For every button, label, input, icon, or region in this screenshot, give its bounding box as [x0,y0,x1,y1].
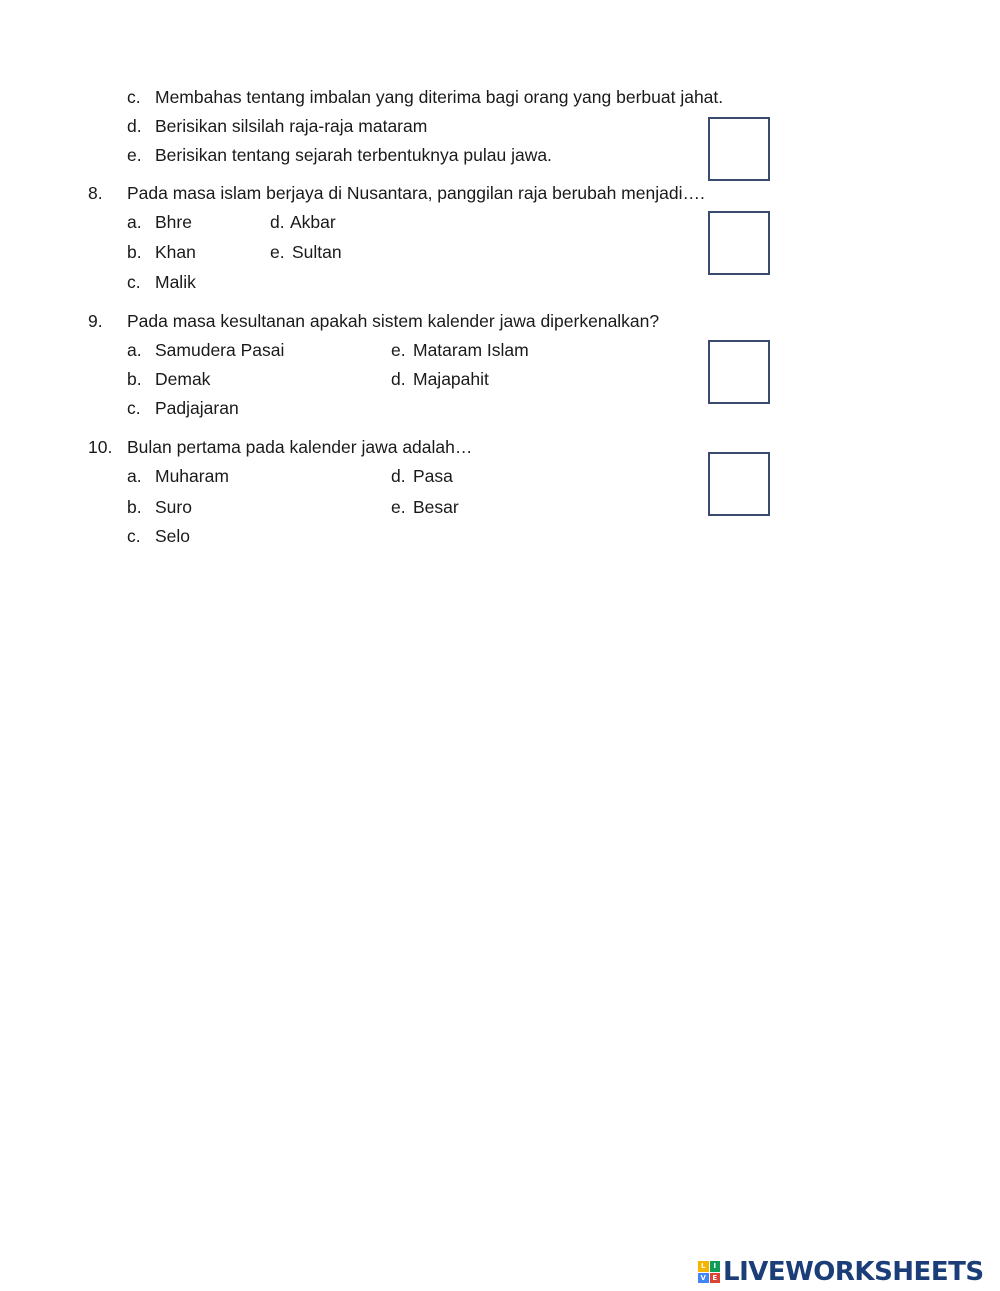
option-text: Selo [155,526,191,546]
option-letter: b. [127,242,142,262]
option-letter: d. [127,116,142,136]
option-letter: d. [391,369,406,389]
option-text: Akbar [290,212,336,232]
question-text: Pada masa islam berjaya di Nusantara, panggilan raja berubah menjadi…. [127,183,705,203]
question-number: 8. [88,183,103,203]
question-number: 9. [88,311,103,331]
option-text: Membahas tentang imbalan yang diterima bagi orang yang berbuat jahat. [155,87,724,107]
option-text: Demak [155,369,211,389]
question-text: Bulan pertama pada kalender jawa adalah… [127,437,473,457]
option-text: Malik [155,272,196,292]
option-letter: e. [127,145,142,165]
option-text: Samudera Pasai [155,340,285,360]
option-letter: c. [127,526,141,546]
option-letter: e. [270,242,285,262]
option-letter: d. [270,212,285,232]
icon-letter: E [710,1273,721,1284]
option-text: Muharam [155,466,229,486]
option-letter: b. [127,497,142,517]
option-letter: d. [391,466,406,486]
option-letter: c. [127,398,141,418]
option-text: Padjajaran [155,398,239,418]
option-text: Suro [155,497,192,517]
liveworksheets-icon [698,1261,720,1283]
option-letter: a. [127,212,142,232]
option-letter: a. [127,466,142,486]
option-text: Sultan [292,242,342,262]
option-text: Majapahit [413,369,489,389]
option-text: Mataram Islam [413,340,529,360]
option-letter: b. [127,369,142,389]
icon-letter: V [698,1273,709,1284]
answer-box-question-10[interactable] [708,452,770,516]
option-letter: c. [127,87,141,107]
answer-box-question-7[interactable] [708,117,770,181]
question-number: 10. [88,437,113,457]
liveworksheets-logo [698,1258,984,1286]
option-text: Bhre [155,212,192,232]
answer-box-question-9[interactable] [708,340,770,404]
option-text: Berisikan tentang sejarah terbentuknya pulau jawa. [155,145,552,165]
icon-letter: L [698,1261,709,1272]
option-text: Berisikan silsilah raja-raja mataram [155,116,428,136]
option-text: Khan [155,242,196,262]
question-text: Pada masa kesultanan apakah sistem kalender jawa diperkenalkan? [127,311,660,331]
icon-letter: I [710,1261,721,1272]
option-letter: e. [391,340,406,360]
option-letter: c. [127,272,141,292]
answer-box-question-8[interactable] [708,211,770,275]
option-letter: a. [127,340,142,360]
option-text: Pasa [413,466,453,486]
option-letter: e. [391,497,406,517]
brand-name: LIVEWORKSHEETS [723,1257,984,1287]
option-text: Besar [413,497,459,517]
